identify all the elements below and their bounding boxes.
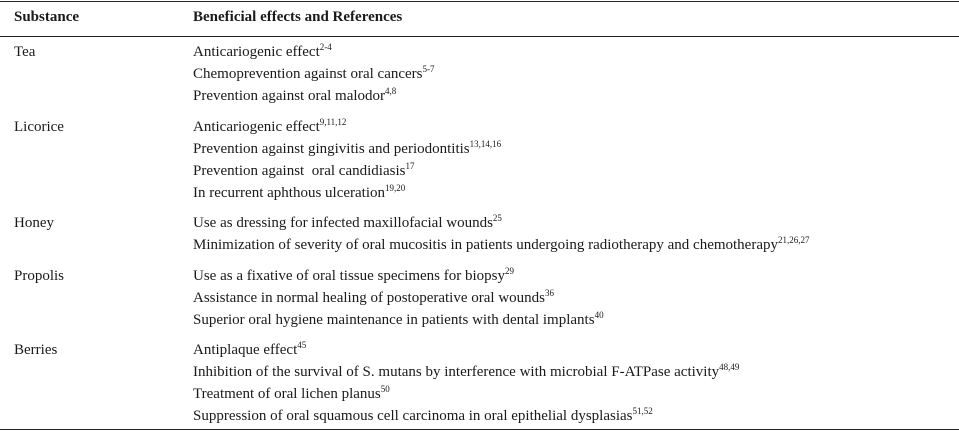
header-substance: Substance bbox=[14, 9, 80, 25]
effect-refs: 45 bbox=[297, 340, 307, 350]
effect-item bbox=[193, 383, 739, 405]
effect-text: In recurrent aphthous ulceration bbox=[193, 185, 386, 201]
effect-text: Inhibition of the survival of S. mutans by interference with microbial F-ATPase activity bbox=[193, 364, 720, 380]
effect-item bbox=[193, 405, 739, 427]
effect-text: Prevention against oral malodor bbox=[193, 88, 386, 104]
substance-name: Licorice bbox=[14, 119, 64, 135]
effect-refs: 13,14,16 bbox=[469, 139, 502, 149]
effects-list bbox=[193, 116, 501, 204]
header-effects: Beneficial effects and References bbox=[193, 9, 403, 25]
effect-text: Anticariogenic effect bbox=[193, 119, 320, 135]
table-bottom-rule bbox=[0, 429, 959, 430]
effect-text: Superior oral hygiene maintenance in patients with dental implants bbox=[193, 312, 595, 328]
effect-text: Suppression of oral squamous cell carcinoma in oral epithelial dysplasias bbox=[193, 408, 633, 424]
effect-refs: 50 bbox=[380, 384, 390, 394]
effect-item bbox=[193, 361, 739, 383]
effect-refs: 25 bbox=[492, 213, 502, 223]
substance-name: Honey bbox=[14, 215, 54, 231]
effect-item bbox=[193, 339, 739, 361]
effect-item bbox=[193, 265, 604, 287]
effect-text: Anticariogenic effect bbox=[193, 44, 320, 60]
effect-item bbox=[193, 182, 501, 204]
effect-refs: 48,49 bbox=[719, 362, 740, 372]
effect-item bbox=[193, 41, 435, 63]
effects-list bbox=[193, 339, 739, 427]
effect-item bbox=[193, 212, 810, 234]
effect-refs: 36 bbox=[545, 288, 555, 298]
effect-refs: 17 bbox=[405, 161, 415, 171]
effect-refs: 9,11,12 bbox=[319, 117, 347, 127]
effect-item bbox=[193, 160, 501, 182]
effect-refs: 29 bbox=[505, 266, 515, 276]
table-top-rule bbox=[0, 1, 959, 2]
effect-refs: 19,20 bbox=[385, 183, 406, 193]
effect-text: Chemoprevention against oral cancers bbox=[193, 66, 423, 82]
effect-text: Assistance in normal healing of postoperative oral wounds bbox=[193, 290, 546, 306]
effect-item bbox=[193, 85, 435, 107]
effect-item bbox=[193, 138, 501, 160]
effect-item bbox=[193, 63, 435, 85]
substance-name: Propolis bbox=[14, 268, 65, 284]
effect-item bbox=[193, 309, 604, 331]
effect-text: Use as a fixative of oral tissue specimens for biopsy bbox=[193, 268, 506, 284]
effect-refs: 5-7 bbox=[422, 64, 435, 74]
effect-text: Minimization of severity of oral mucositis in patients undergoing radiotherapy and chemotherapy bbox=[193, 237, 778, 253]
effect-refs: 2-4 bbox=[319, 42, 332, 52]
effect-refs: 40 bbox=[594, 310, 604, 320]
effect-item bbox=[193, 234, 810, 256]
effect-text: Treatment of oral lichen planus bbox=[193, 386, 381, 402]
effects-list bbox=[193, 265, 604, 331]
effect-refs: 4,8 bbox=[385, 86, 397, 96]
effect-text: Antiplaque effect bbox=[193, 342, 298, 358]
substance-name: Berries bbox=[14, 342, 58, 358]
effect-text: Use as dressing for infected maxillofacial wounds bbox=[193, 215, 493, 231]
effect-item bbox=[193, 116, 501, 138]
table-header-rule bbox=[0, 36, 959, 37]
effect-text: Prevention against gingivitis and periodontitis bbox=[193, 141, 470, 157]
effects-list bbox=[193, 212, 810, 256]
effects-list bbox=[193, 41, 435, 107]
effect-refs: 21,26,27 bbox=[778, 235, 810, 245]
effect-refs: 51,52 bbox=[632, 406, 653, 416]
effect-item bbox=[193, 287, 604, 309]
effect-text: Prevention against oral candidiasis bbox=[193, 163, 406, 179]
substance-name: Tea bbox=[14, 44, 36, 60]
